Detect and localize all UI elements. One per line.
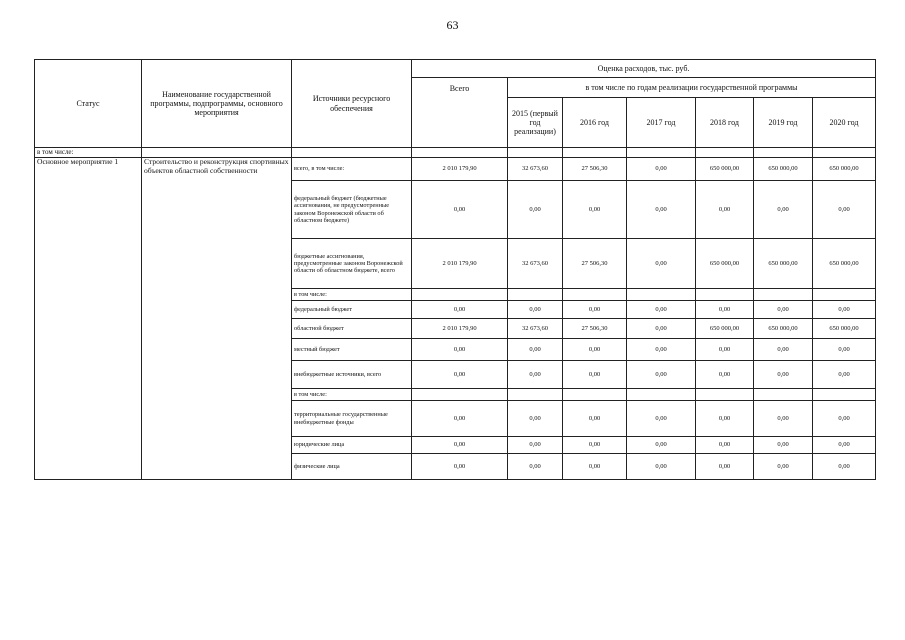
value-cell: 0,00 bbox=[754, 361, 813, 389]
program-name-header: Наименование государственной программы, подпрограммы, основного мероприятия bbox=[142, 60, 292, 148]
value-cell: 0,00 bbox=[813, 339, 876, 361]
value-cell: 0,00 bbox=[508, 454, 563, 480]
total-header: Всего bbox=[412, 78, 508, 148]
value-cell: 27 506,30 bbox=[563, 158, 627, 181]
value-cell: 0,00 bbox=[627, 401, 696, 437]
value-cell: 0,00 bbox=[696, 181, 754, 239]
value-cell bbox=[813, 389, 876, 401]
value-cell bbox=[563, 389, 627, 401]
source-cell: местный бюджет bbox=[292, 339, 412, 361]
value-cell: 0,00 bbox=[813, 401, 876, 437]
value-cell: 0,00 bbox=[754, 301, 813, 319]
source-cell: территориальные государственные внебюджетные фонды bbox=[292, 401, 412, 437]
value-cell bbox=[412, 289, 508, 301]
value-cell bbox=[563, 289, 627, 301]
year-header: 2015 (первый год реализации) bbox=[508, 98, 563, 148]
value-cell: 0,00 bbox=[696, 401, 754, 437]
value-cell: 0,00 bbox=[508, 401, 563, 437]
value-cell: 0,00 bbox=[412, 454, 508, 480]
value-cell: 32 673,60 bbox=[508, 319, 563, 339]
source-cell: бюджетные ассигнования, предусмотренные законом Воронежской области об областном бюджете, всего bbox=[292, 239, 412, 289]
value-cell: 32 673,60 bbox=[508, 239, 563, 289]
value-cell: 0,00 bbox=[412, 361, 508, 389]
source-cell: федеральный бюджет bbox=[292, 301, 412, 319]
source-cell: областной бюджет bbox=[292, 319, 412, 339]
value-cell: 650 000,00 bbox=[696, 158, 754, 181]
source-cell: внебюджетные источники, всего bbox=[292, 361, 412, 389]
value-cell: 0,00 bbox=[627, 181, 696, 239]
value-cell: 0,00 bbox=[754, 181, 813, 239]
year-header: 2016 год bbox=[563, 98, 627, 148]
value-cell: 0,00 bbox=[696, 361, 754, 389]
value-cell: 0,00 bbox=[563, 301, 627, 319]
value-cell: 0,00 bbox=[813, 181, 876, 239]
year-header: 2020 год bbox=[813, 98, 876, 148]
source-cell: юридические лица bbox=[292, 437, 412, 454]
value-cell bbox=[696, 389, 754, 401]
value-cell: 0,00 bbox=[696, 301, 754, 319]
value-cell: 650 000,00 bbox=[696, 239, 754, 289]
value-cell: 0,00 bbox=[563, 401, 627, 437]
value-cell bbox=[813, 289, 876, 301]
value-cell: 0,00 bbox=[412, 181, 508, 239]
value-cell: 0,00 bbox=[508, 361, 563, 389]
value-cell: 0,00 bbox=[627, 454, 696, 480]
value-cell: 0,00 bbox=[627, 158, 696, 181]
value-cell bbox=[508, 289, 563, 301]
budget-table bbox=[34, 59, 876, 480]
value-cell: 0,00 bbox=[754, 401, 813, 437]
value-cell: 2 010 179,90 bbox=[412, 158, 508, 181]
table-row bbox=[35, 158, 876, 181]
page-number: 63 bbox=[446, 18, 459, 32]
value-cell: 0,00 bbox=[813, 437, 876, 454]
value-cell: 0,00 bbox=[563, 339, 627, 361]
value-cell: 0,00 bbox=[563, 361, 627, 389]
value-cell bbox=[627, 389, 696, 401]
value-cell: 0,00 bbox=[754, 437, 813, 454]
value-cell bbox=[627, 289, 696, 301]
source-cell: в том числе: bbox=[292, 389, 412, 401]
value-cell: 0,00 bbox=[412, 401, 508, 437]
value-cell: 0,00 bbox=[563, 437, 627, 454]
value-cell: 0,00 bbox=[696, 437, 754, 454]
value-cell bbox=[412, 389, 508, 401]
value-cell: 27 506,30 bbox=[563, 319, 627, 339]
year-header: 2018 год bbox=[696, 98, 754, 148]
value-cell bbox=[696, 289, 754, 301]
program-name-value: Строительство и реконструкция спортивных объектов областной собственности bbox=[142, 158, 292, 480]
value-cell: 2 010 179,90 bbox=[412, 239, 508, 289]
value-cell: 0,00 bbox=[627, 437, 696, 454]
value-cell: 0,00 bbox=[412, 301, 508, 319]
value-cell: 0,00 bbox=[627, 319, 696, 339]
expense-estimate-header: Оценка расходов, тыс. руб. bbox=[412, 60, 876, 78]
value-cell bbox=[754, 389, 813, 401]
value-cell bbox=[754, 289, 813, 301]
value-cell: 650 000,00 bbox=[696, 319, 754, 339]
status-header: Статус bbox=[35, 60, 142, 148]
value-cell: 0,00 bbox=[813, 454, 876, 480]
by-years-header: в том числе по годам реализации государственной программы bbox=[508, 78, 876, 98]
value-cell: 0,00 bbox=[627, 239, 696, 289]
value-cell: 0,00 bbox=[563, 181, 627, 239]
value-cell: 0,00 bbox=[627, 301, 696, 319]
source-cell: всего, в том числе: bbox=[292, 158, 412, 181]
year-header: 2019 год bbox=[754, 98, 813, 148]
value-cell: 32 673,60 bbox=[508, 158, 563, 181]
value-cell: 0,00 bbox=[696, 339, 754, 361]
value-cell: 0,00 bbox=[508, 301, 563, 319]
value-cell: 27 506,30 bbox=[563, 239, 627, 289]
value-cell: 650 000,00 bbox=[813, 319, 876, 339]
sources-header: Источники ресурсного обеспечения bbox=[292, 60, 412, 148]
value-cell: 0,00 bbox=[627, 361, 696, 389]
value-cell: 650 000,00 bbox=[813, 158, 876, 181]
value-cell: 0,00 bbox=[412, 437, 508, 454]
value-cell: 0,00 bbox=[563, 454, 627, 480]
source-cell: федеральный бюджет (бюджетные ассигнования, не предусмотренные законом Воронежской области об областном бюджете) bbox=[292, 181, 412, 239]
value-cell: 650 000,00 bbox=[754, 239, 813, 289]
value-cell: 0,00 bbox=[813, 301, 876, 319]
value-cell: 0,00 bbox=[508, 339, 563, 361]
value-cell: 0,00 bbox=[754, 454, 813, 480]
value-cell: 650 000,00 bbox=[754, 319, 813, 339]
value-cell: 0,00 bbox=[754, 339, 813, 361]
year-header: 2017 год bbox=[627, 98, 696, 148]
value-cell: 650 000,00 bbox=[813, 239, 876, 289]
source-cell: в том числе: bbox=[292, 289, 412, 301]
value-cell: 650 000,00 bbox=[754, 158, 813, 181]
value-cell: 0,00 bbox=[508, 437, 563, 454]
value-cell: 0,00 bbox=[696, 454, 754, 480]
value-cell: 0,00 bbox=[508, 181, 563, 239]
source-cell: физические лица bbox=[292, 454, 412, 480]
value-cell: 0,00 bbox=[627, 339, 696, 361]
section-label: в том числе: bbox=[35, 148, 142, 158]
value-cell: 2 010 179,90 bbox=[412, 319, 508, 339]
status-value: Основное мероприятие 1 bbox=[35, 158, 142, 480]
value-cell bbox=[508, 389, 563, 401]
value-cell: 0,00 bbox=[412, 339, 508, 361]
value-cell: 0,00 bbox=[813, 361, 876, 389]
